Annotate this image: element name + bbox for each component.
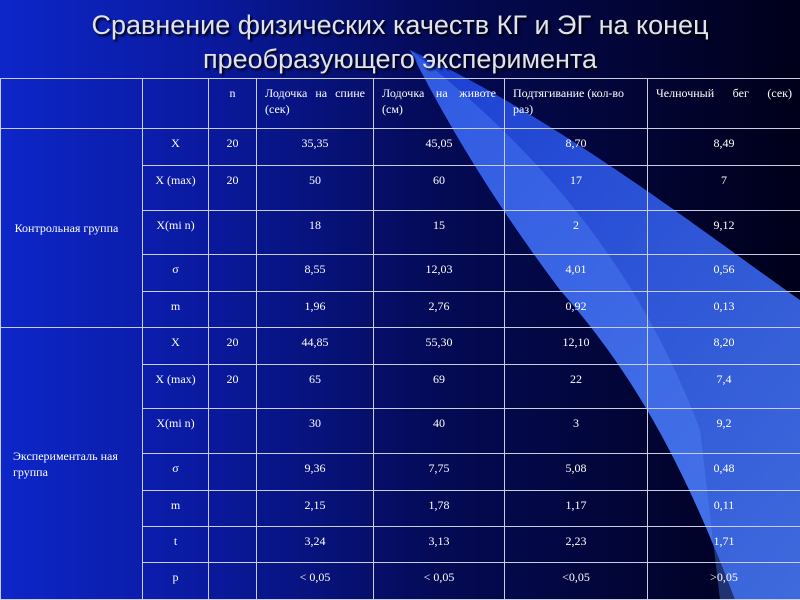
- title-line-2: преобразующего эксперимента: [202, 44, 598, 74]
- experimental-group-label: Эксперименталь ная группа: [1, 328, 143, 600]
- cell-value: 8,55: [257, 255, 374, 291]
- cell-n: [209, 409, 257, 454]
- table-row: [1, 328, 800, 364]
- cell-value: 2: [505, 210, 648, 255]
- cell-value: 17: [505, 165, 648, 210]
- row-stat-label: p: [143, 563, 209, 600]
- cell-value: 60: [374, 165, 505, 210]
- cell-value: 3: [505, 409, 648, 454]
- cell-value: 45,05: [374, 129, 505, 165]
- cell-value: 1,17: [505, 490, 648, 526]
- table-row: [1, 129, 800, 165]
- cell-n: [209, 210, 257, 255]
- cell-value: 18: [257, 210, 374, 255]
- cell-value: 4,01: [505, 255, 648, 291]
- cell-value: 0,92: [505, 291, 648, 327]
- cell-value: 3,24: [257, 527, 374, 563]
- cell-value: 12,03: [374, 255, 505, 291]
- header-cell-boat-back: Лодочка на спине (сек): [257, 79, 374, 129]
- cell-n: 20: [209, 364, 257, 409]
- header-cell-n: n: [209, 79, 257, 129]
- cell-n: 20: [209, 165, 257, 210]
- cell-value: 9,36: [257, 454, 374, 490]
- cell-n: 20: [209, 328, 257, 364]
- cell-value: 0,56: [648, 255, 800, 291]
- cell-value: 7,4: [648, 364, 800, 409]
- cell-value: 5,08: [505, 454, 648, 490]
- cell-value: 8,70: [505, 129, 648, 165]
- cell-value: 55,30: [374, 328, 505, 364]
- cell-value: 65: [257, 364, 374, 409]
- row-stat-label: X: [143, 129, 209, 165]
- cell-value: >0,05: [648, 563, 800, 600]
- cell-value: 12,10: [505, 328, 648, 364]
- page-title: [0, 8, 800, 76]
- cell-value: 15: [374, 210, 505, 255]
- cell-value: < 0,05: [257, 563, 374, 600]
- cell-value: 1,71: [648, 527, 800, 563]
- cell-value: < 0,05: [374, 563, 505, 600]
- cell-value: 2,15: [257, 490, 374, 526]
- cell-n: [209, 255, 257, 291]
- control-group-label: Контрольная группа: [1, 129, 143, 328]
- cell-value: 9,2: [648, 409, 800, 454]
- cell-value: 69: [374, 364, 505, 409]
- row-stat-label: t: [143, 527, 209, 563]
- cell-n: 20: [209, 129, 257, 165]
- cell-value: 7: [648, 165, 800, 210]
- cell-value: <0,05: [505, 563, 648, 600]
- results-table: [0, 78, 800, 600]
- cell-value: 50: [257, 165, 374, 210]
- row-stat-label: X(mi n): [143, 210, 209, 255]
- cell-n: [209, 563, 257, 600]
- cell-value: 44,85: [257, 328, 374, 364]
- header-cell-boat-belly: Лодочка на животе (см): [374, 79, 505, 129]
- cell-n: [209, 454, 257, 490]
- row-stat-label: m: [143, 490, 209, 526]
- row-stat-label: X(mi n): [143, 409, 209, 454]
- cell-n: [209, 490, 257, 526]
- row-stat-label: m: [143, 291, 209, 327]
- row-stat-label: X (max): [143, 364, 209, 409]
- header-cell-pullups: Подтягивание (кол-во раз): [505, 79, 648, 129]
- title-line-1: Сравнение физических качеств КГ и ЭГ на конец: [91, 10, 709, 40]
- cell-value: 2,23: [505, 527, 648, 563]
- cell-value: 9,12: [648, 210, 800, 255]
- cell-value: 0,48: [648, 454, 800, 490]
- row-stat-label: X (max): [143, 165, 209, 210]
- cell-value: 1,78: [374, 490, 505, 526]
- cell-value: 1,96: [257, 291, 374, 327]
- row-stat-label: X: [143, 328, 209, 364]
- cell-value: 0,11: [648, 490, 800, 526]
- cell-n: [209, 291, 257, 327]
- cell-n: [209, 527, 257, 563]
- header-cell-blank-2: [143, 79, 209, 129]
- row-stat-label: σ: [143, 255, 209, 291]
- row-stat-label: σ: [143, 454, 209, 490]
- header-cell-shuttle-run: Челночный бег (сек): [648, 79, 800, 129]
- cell-value: 40: [374, 409, 505, 454]
- cell-value: 3,13: [374, 527, 505, 563]
- cell-value: 0,13: [648, 291, 800, 327]
- table-header-row: [1, 79, 800, 129]
- cell-value: 8,49: [648, 129, 800, 165]
- cell-value: 30: [257, 409, 374, 454]
- cell-value: 8,20: [648, 328, 800, 364]
- cell-value: 7,75: [374, 454, 505, 490]
- cell-value: 22: [505, 364, 648, 409]
- cell-value: 2,76: [374, 291, 505, 327]
- header-cell-blank-1: [1, 79, 143, 129]
- cell-value: 35,35: [257, 129, 374, 165]
